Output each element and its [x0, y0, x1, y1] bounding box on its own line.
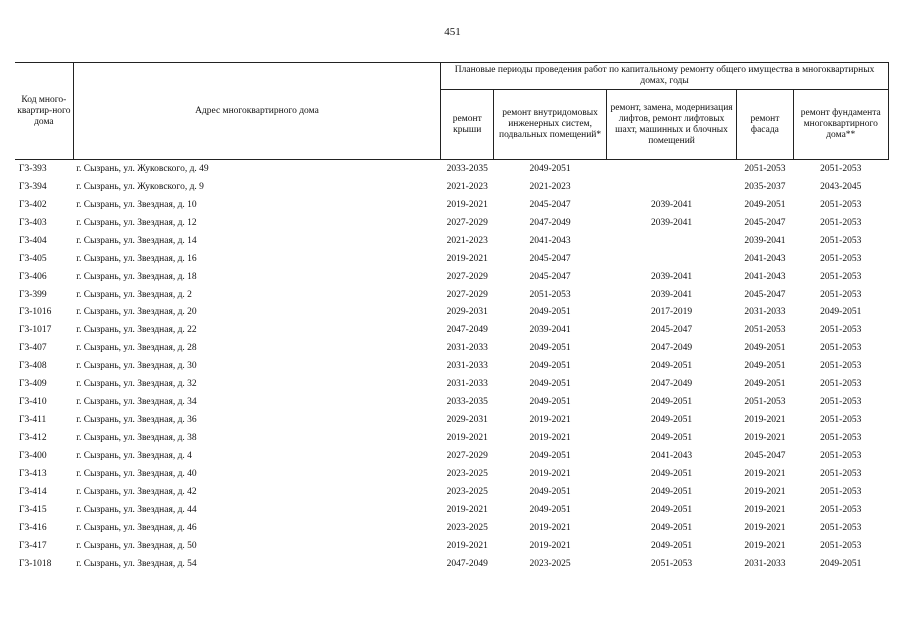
cell-roof: 2027-2029 — [446, 450, 488, 461]
table-row — [15, 160, 889, 178]
cell-foundation: 2051-2053 — [820, 217, 862, 228]
table-row — [15, 501, 889, 519]
cell-code: Г3-414 — [19, 486, 47, 497]
cell-facade: 2049-2051 — [744, 199, 786, 210]
cell-address: г. Сызрань, ул. Звездная, д. 2 — [76, 289, 192, 300]
cell-roof: 2023-2025 — [446, 468, 488, 479]
cell-address: г. Сызрань, ул. Звездная, д. 36 — [76, 415, 197, 426]
table-row — [15, 339, 889, 357]
cell-lifts: 2049-2051 — [650, 522, 693, 533]
cell-roof: 2047-2049 — [446, 325, 488, 336]
cell-roof: 2027-2029 — [446, 271, 488, 282]
cell-roof: 2021-2023 — [446, 235, 488, 246]
cell-code: Г3-394 — [19, 181, 47, 192]
cell-code: Г3-407 — [19, 343, 47, 354]
header-periods: Плановые периоды проведения работ по капитальному ремонту общего имущества в многоквартирных домах, годы — [441, 63, 889, 90]
cell-address: г. Сызрань, ул. Звездная, д. 50 — [76, 540, 197, 551]
cell-address: г. Сызрань, ул. Звездная, д. 20 — [76, 307, 197, 318]
cell-facade: 2019-2021 — [744, 540, 786, 551]
cell-lifts — [606, 178, 737, 196]
cell-address: г. Сызрань, ул. Звездная, д. 42 — [76, 486, 197, 497]
cell-roof: 2019-2021 — [446, 253, 488, 264]
cell-lifts: 2017-2019 — [650, 307, 693, 318]
cell-engineering: 2049-2051 — [529, 379, 571, 390]
cell-roof: 2031-2033 — [446, 379, 488, 390]
cell-facade: 2019-2021 — [744, 522, 786, 533]
cell-foundation: 2051-2053 — [820, 540, 862, 551]
cell-facade: 2045-2047 — [744, 450, 786, 461]
cell-facade: 2019-2021 — [744, 415, 786, 426]
cell-roof: 2021-2023 — [446, 181, 488, 192]
cell-lifts: 2045-2047 — [650, 325, 693, 336]
cell-roof: 2047-2049 — [446, 558, 488, 569]
cell-lifts: 2039-2041 — [650, 199, 693, 210]
header-roof: ремонт крыши — [441, 90, 494, 160]
cell-foundation: 2051-2053 — [820, 271, 862, 282]
cell-address: г. Сызрань, ул. Звездная, д. 40 — [76, 468, 197, 479]
cell-lifts: 2039-2041 — [650, 271, 693, 282]
cell-address: г. Сызрань, ул. Звездная, д. 18 — [76, 271, 197, 282]
cell-address: г. Сызрань, ул. Звездная, д. 4 — [76, 450, 192, 461]
cell-engineering: 2019-2021 — [529, 433, 571, 444]
cell-code: Г3-404 — [19, 235, 47, 246]
cell-lifts: 2049-2051 — [650, 486, 693, 497]
cell-engineering: 2023-2025 — [529, 558, 571, 569]
cell-address: г. Сызрань, ул. Жуковского, д. 9 — [76, 181, 204, 192]
table-row — [15, 196, 889, 214]
cell-roof: 2019-2021 — [446, 540, 488, 551]
cell-lifts — [606, 232, 737, 250]
cell-facade: 2019-2021 — [744, 504, 786, 515]
cell-roof: 2019-2021 — [446, 433, 488, 444]
cell-roof: 2029-2031 — [446, 307, 488, 318]
table-row — [15, 429, 889, 447]
table-row — [15, 411, 889, 429]
table-row — [15, 393, 889, 411]
cell-engineering: 2041-2043 — [529, 235, 571, 246]
cell-code: Г3-405 — [19, 253, 47, 264]
cell-lifts: 2047-2049 — [650, 379, 693, 390]
cell-address: г. Сызрань, ул. Звездная, д. 28 — [76, 343, 197, 354]
cell-address: г. Сызрань, ул. Звездная, д. 22 — [76, 325, 197, 336]
cell-lifts: 2049-2051 — [650, 361, 693, 372]
cell-code: Г3-410 — [19, 397, 47, 408]
cell-engineering: 2049-2051 — [529, 504, 571, 515]
cell-roof: 2019-2021 — [446, 504, 488, 515]
cell-code: Г3-417 — [19, 540, 47, 551]
table-body — [15, 160, 889, 573]
cell-engineering: 2039-2041 — [529, 325, 571, 336]
cell-code: Г3-406 — [19, 271, 47, 282]
cell-engineering: 2021-2023 — [529, 181, 571, 192]
cell-engineering: 2019-2021 — [529, 540, 571, 551]
cell-lifts: 2049-2051 — [650, 433, 693, 444]
cell-facade: 2019-2021 — [744, 468, 786, 479]
cell-lifts: 2039-2041 — [650, 289, 693, 300]
cell-foundation: 2051-2053 — [793, 160, 888, 178]
cell-code: Г3-408 — [19, 361, 47, 372]
table-row — [15, 537, 889, 555]
cell-address: г. Сызрань, ул. Звездная, д. 30 — [76, 361, 197, 372]
cell-facade: 2041-2043 — [744, 253, 786, 264]
table-row — [15, 519, 889, 537]
cell-foundation: 2049-2051 — [820, 307, 862, 318]
cell-engineering: 2051-2053 — [529, 289, 571, 300]
header-foundation: ремонт фундамента многоквартирного дома** — [793, 90, 888, 160]
cell-facade: 2035-2037 — [744, 181, 786, 192]
cell-roof: 2023-2025 — [446, 486, 488, 497]
cell-foundation: 2051-2053 — [820, 235, 862, 246]
cell-lifts: 2049-2051 — [650, 540, 693, 551]
cell-foundation: 2051-2053 — [820, 522, 862, 533]
cell-lifts: 2049-2051 — [650, 504, 693, 515]
cell-engineering: 2049-2051 — [529, 361, 571, 372]
cell-engineering: 2049-2051 — [529, 450, 571, 461]
cell-address: г. Сызрань, ул. Звездная, д. 38 — [76, 433, 197, 444]
cell-address: г. Сызрань, ул. Звездная, д. 46 — [76, 522, 197, 533]
cell-engineering: 2047-2049 — [529, 217, 571, 228]
cell-engineering: 2045-2047 — [529, 271, 571, 282]
cell-facade: 2049-2051 — [744, 343, 786, 354]
cell-foundation: 2049-2051 — [820, 558, 862, 569]
cell-foundation: 2051-2053 — [820, 325, 862, 336]
cell-facade: 2049-2051 — [744, 361, 786, 372]
cell-facade: 2051-2053 — [744, 325, 786, 336]
cell-foundation: 2051-2053 — [820, 361, 862, 372]
header-address: Адрес многоквартирного дома — [73, 63, 440, 160]
header-lifts: ремонт, замена, модернизация лифтов, ремонт лифтовых шахт, машинных и блочных помещений — [606, 90, 737, 160]
page-number: 451 — [444, 26, 461, 38]
cell-engineering: 2019-2021 — [529, 522, 571, 533]
cell-facade: 2045-2047 — [744, 289, 786, 300]
cell-engineering: 2045-2047 — [529, 253, 571, 264]
cell-facade: 2039-2041 — [744, 235, 786, 246]
table-row — [15, 268, 889, 286]
table-row — [15, 178, 889, 196]
cell-address: г. Сызрань, ул. Звездная, д. 34 — [76, 397, 197, 408]
cell-code: Г3-416 — [19, 522, 47, 533]
cell-roof: 2019-2021 — [446, 199, 488, 210]
table-row — [15, 465, 889, 483]
cell-lifts: 2047-2049 — [650, 343, 693, 354]
cell-address: г. Сызрань, ул. Звездная, д. 44 — [76, 504, 197, 515]
cell-code: Г3-1017 — [19, 325, 52, 336]
cell-code: Г3-415 — [19, 504, 47, 515]
cell-engineering: 2049-2051 — [529, 397, 571, 408]
cell-facade: 2045-2047 — [744, 217, 786, 228]
cell-foundation: 2051-2053 — [820, 486, 862, 497]
cell-code: Г3-1018 — [19, 558, 52, 569]
cell-roof: 2031-2033 — [446, 361, 488, 372]
table-row — [15, 250, 889, 268]
cell-foundation: 2051-2053 — [820, 504, 862, 515]
cell-foundation: 2051-2053 — [820, 343, 862, 354]
cell-code: Г3-403 — [19, 217, 47, 228]
table-header-row — [15, 63, 889, 90]
cell-address: г. Сызрань, ул. Звездная, д. 12 — [76, 217, 197, 228]
cell-code: Г3-411 — [19, 415, 47, 426]
cell-facade: 2031-2033 — [744, 558, 786, 569]
cell-code: Г3-412 — [19, 433, 47, 444]
cell-facade: 2019-2021 — [744, 486, 786, 497]
cell-roof: 2029-2031 — [446, 415, 488, 426]
table-row — [15, 232, 889, 250]
cell-foundation: 2043-2045 — [820, 181, 862, 192]
header-code: Код много-квартир-ного дома — [15, 63, 73, 160]
cell-code: Г3-402 — [19, 199, 47, 210]
cell-engineering: 2049-2051 — [529, 307, 571, 318]
cell-lifts: 2049-2051 — [650, 415, 693, 426]
cell-roof: 2033-2035 — [446, 397, 488, 408]
cell-address: г. Сызрань, ул. Звездная, д. 32 — [76, 379, 197, 390]
cell-foundation: 2051-2053 — [820, 415, 862, 426]
cell-foundation: 2051-2053 — [820, 253, 862, 264]
cell-facade: 2051-2053 — [737, 160, 793, 178]
cell-address: г. Сызрань, ул. Звездная, д. 10 — [76, 199, 197, 210]
table-row — [15, 304, 889, 322]
cell-code: Г3-413 — [19, 468, 47, 479]
table-row — [15, 483, 889, 501]
table-row — [15, 214, 889, 232]
table-row — [15, 357, 889, 375]
cell-foundation: 2051-2053 — [820, 450, 862, 461]
cell-code: Г3-400 — [19, 450, 47, 461]
cell-facade: 2049-2051 — [744, 379, 786, 390]
cell-address: г. Сызрань, ул. Жуковского, д. 49 — [73, 160, 440, 178]
cell-code: Г3-393 — [15, 160, 73, 178]
cell-address: г. Сызрань, ул. Звездная, д. 54 — [76, 558, 197, 569]
cell-foundation: 2051-2053 — [820, 397, 862, 408]
cell-code: Г3-399 — [19, 289, 47, 300]
table-row — [15, 286, 889, 304]
cell-foundation: 2051-2053 — [820, 379, 862, 390]
header-engineering: ремонт внутридомовых инженерных систем, подвальных помещений* — [494, 90, 606, 160]
cell-roof: 2027-2029 — [446, 217, 488, 228]
cell-engineering: 2049-2051 — [494, 160, 606, 178]
cell-foundation: 2051-2053 — [820, 289, 862, 300]
table-row — [15, 375, 889, 393]
cell-foundation: 2051-2053 — [820, 199, 862, 210]
table-row — [15, 447, 889, 465]
cell-code: Г3-409 — [19, 379, 47, 390]
cell-code: Г3-1016 — [19, 307, 52, 318]
cell-engineering: 2049-2051 — [529, 343, 571, 354]
cell-lifts: 2041-2043 — [650, 450, 693, 461]
cell-lifts — [606, 160, 737, 178]
cell-address: г. Сызрань, ул. Звездная, д. 16 — [76, 253, 197, 264]
cell-engineering: 2049-2051 — [529, 486, 571, 497]
cell-facade: 2051-2053 — [744, 397, 786, 408]
cell-facade: 2041-2043 — [744, 271, 786, 282]
cell-lifts: 2049-2051 — [650, 468, 693, 479]
cell-foundation: 2051-2053 — [820, 468, 862, 479]
cell-address: г. Сызрань, ул. Звездная, д. 14 — [76, 235, 197, 246]
cell-roof: 2031-2033 — [446, 343, 488, 354]
cell-lifts — [606, 250, 737, 268]
cell-roof: 2033-2035 — [441, 160, 494, 178]
cell-engineering: 2019-2021 — [529, 468, 571, 479]
table-row — [15, 321, 889, 339]
cell-roof: 2027-2029 — [446, 289, 488, 300]
cell-engineering: 2019-2021 — [529, 415, 571, 426]
cell-facade: 2031-2033 — [744, 307, 786, 318]
table-row — [15, 555, 889, 573]
cell-lifts: 2051-2053 — [650, 558, 693, 569]
cell-engineering: 2045-2047 — [529, 199, 571, 210]
cell-lifts: 2039-2041 — [650, 217, 693, 228]
capital-repair-table — [15, 62, 889, 573]
cell-foundation: 2051-2053 — [820, 433, 862, 444]
cell-roof: 2023-2025 — [446, 522, 488, 533]
cell-facade: 2019-2021 — [744, 433, 786, 444]
header-facade: ремонт фасада — [737, 90, 793, 160]
cell-lifts: 2049-2051 — [650, 397, 693, 408]
